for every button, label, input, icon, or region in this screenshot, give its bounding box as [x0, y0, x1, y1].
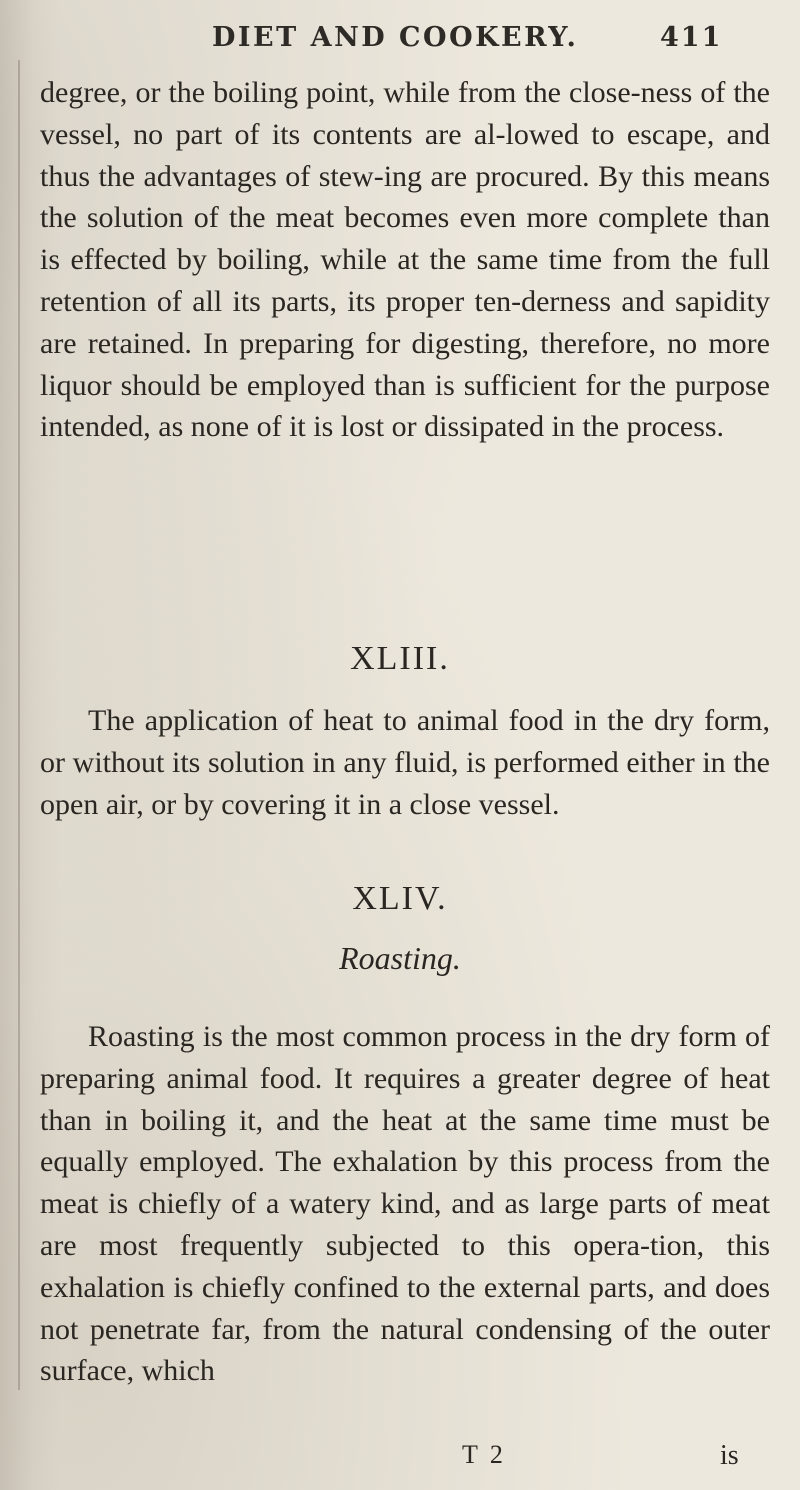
paragraph-digesting: degree, or the boiling point, while from the close-ness of the vessel, no part of its contents are al-lowed to escape, and thus the advantages of stew-ing are procured. By this means the solution of the meat becomes even more complete than is effected by boiling, while at the same time from the full retention of all its parts, its proper ten-derness and sapidity are retained. In preparing for digesting, therefore, no more liquor should be employed than is sufficient for the purpose intended, as none of it is lost or dissipated in the process.	[40, 76, 770, 444]
catchword: is	[720, 1440, 739, 1471]
running-title: DIET AND COOKERY.	[212, 22, 579, 53]
page-number: 411	[660, 22, 723, 53]
signature-mark: T 2	[462, 1440, 506, 1469]
section-number-43: XLIII.	[350, 640, 450, 677]
paragraph-roasting: Roasting is the most common process in the dry form of preparing animal food. It requires a greater degree of heat than in boiling it, and the heat at the same time must be equally employed. The exhalation by this process from the meat is chiefly of a watery kind, and as large parts of meat are most frequently subjected to this opera-tion, this exhalation is chiefly confined to the external parts, and does not penetrate far, from the natural condensing of the outer surface, which	[40, 1020, 770, 1388]
section-title-roasting: Roasting.	[339, 940, 461, 976]
section-number-44: XLIV.	[352, 880, 448, 917]
page-header	[0, 22, 800, 62]
paragraph-dry-heat: The application of heat to animal food in the dry form, or without its solution in any fluid, is performed either in the open air, or by covering it in a close vessel.	[40, 704, 770, 821]
page-gutter-shadow	[18, 60, 20, 1390]
